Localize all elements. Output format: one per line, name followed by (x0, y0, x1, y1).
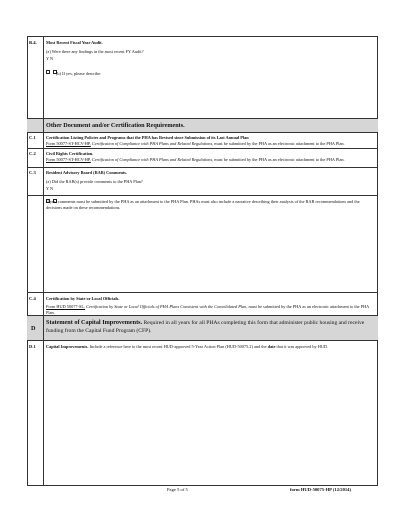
row-divider (27, 118, 378, 119)
page-number: Page 5 of 5 (167, 487, 188, 492)
row-divider (27, 292, 378, 293)
form-id: form HUD-50075-HP (12/2014) (290, 487, 351, 492)
form-table (27, 36, 378, 486)
c3-title: Resident Advisory Board (RAB) Comments. (46, 170, 128, 175)
number-column-divider (43, 36, 44, 486)
c2-body (46, 157, 374, 163)
row-divider (27, 148, 378, 149)
row-divider (27, 132, 378, 133)
c2-form-link[interactable]: Form 50077-ST-HCV-HP, (46, 157, 91, 162)
d1-body-b: that it was approved by HUD. (276, 344, 329, 349)
c1-number: C.1 (29, 135, 36, 140)
c2-title: Civil Rights Certification. (46, 151, 94, 156)
c4-form-link[interactable]: Form HUD 50077-SL, (46, 304, 86, 309)
c1-form-link[interactable]: Form 50077-ST-HCV-HP, (46, 141, 91, 146)
c1-body-text: must be submitted by the PHA as an electronic attachment to the PHA Plan. (214, 141, 345, 146)
d1-title: Capital Improvements. (46, 344, 89, 349)
c1-form-title: Certification of Compliance with PHA Plans and Related Regulations, (91, 141, 214, 146)
section-d-header (46, 319, 374, 335)
section-d-letter: D (31, 325, 36, 332)
row-divider (27, 195, 378, 196)
c2-number: C.2 (29, 151, 36, 156)
c1-title: Certification Listing Policies and Programs that the PHA has Revised since Submission of its Last Annual Plan (46, 135, 249, 140)
c4-number: C.4 (29, 296, 36, 301)
b4-question-b: (b) If yes, please describe: (56, 71, 102, 76)
c1-body (46, 141, 374, 147)
b4-question-a: (a) Were there any findings in the most recent FY Audit? (46, 49, 144, 54)
c4-form-title: Certification by State or Local Officials of PHA Plans Consistent with the Consolidated Plan, (86, 304, 248, 309)
section-d-body: Required in all years for all PHAs completing this form that administer public housing and receive funding from the Capital Fund Program (CFP). (46, 320, 365, 334)
d1-number: D.1 (29, 344, 36, 349)
b4-yes-no-labels: Y N (46, 56, 54, 61)
c3-number: C.3 (29, 170, 36, 175)
c4-title: Certification by State or Local Officials. (46, 296, 120, 301)
d1-body-date: date (267, 344, 276, 349)
section-c-title: Other Document and/or Certification Requirements. (46, 122, 185, 129)
c4-body-text: must be submitted by the PHA as an electronic attachment to the PHA Plan. (46, 304, 370, 315)
c4-body (46, 304, 374, 315)
b4-yes-checkbox[interactable] (46, 70, 50, 74)
section-d-title: Statement of Capital Improvements. (46, 319, 143, 326)
row-divider (27, 340, 378, 341)
c2-body-text: must be submitted by the PHA as an electronic attachment to the PHA Plan. (214, 157, 345, 162)
c3-body: If yes, comments must be submitted by the PHA as an attachment to the PHA Plan. PHAs must also include a narrative describing their analysis of the RAB recommendations and the decisions made on these recommendations. (46, 199, 360, 210)
d1-body-a: Include a reference here to the most recent HUD-approved 5-Year Action Plan (HUD-50075.2) and the (89, 344, 267, 349)
b4-number: B.4. (29, 40, 37, 45)
b4-title: Most Recent Fiscal Year Audit. (46, 40, 103, 45)
d1-body (46, 344, 374, 350)
row-divider (27, 167, 378, 168)
c3-yes-no-labels: Y N (46, 186, 54, 191)
c2-form-title: Certification of Compliance with PHA Plans and Related Regulations, (91, 157, 214, 162)
c3-question-a: (a) Did the RAB(s) provide comments to the PHA Plan? (46, 179, 143, 184)
